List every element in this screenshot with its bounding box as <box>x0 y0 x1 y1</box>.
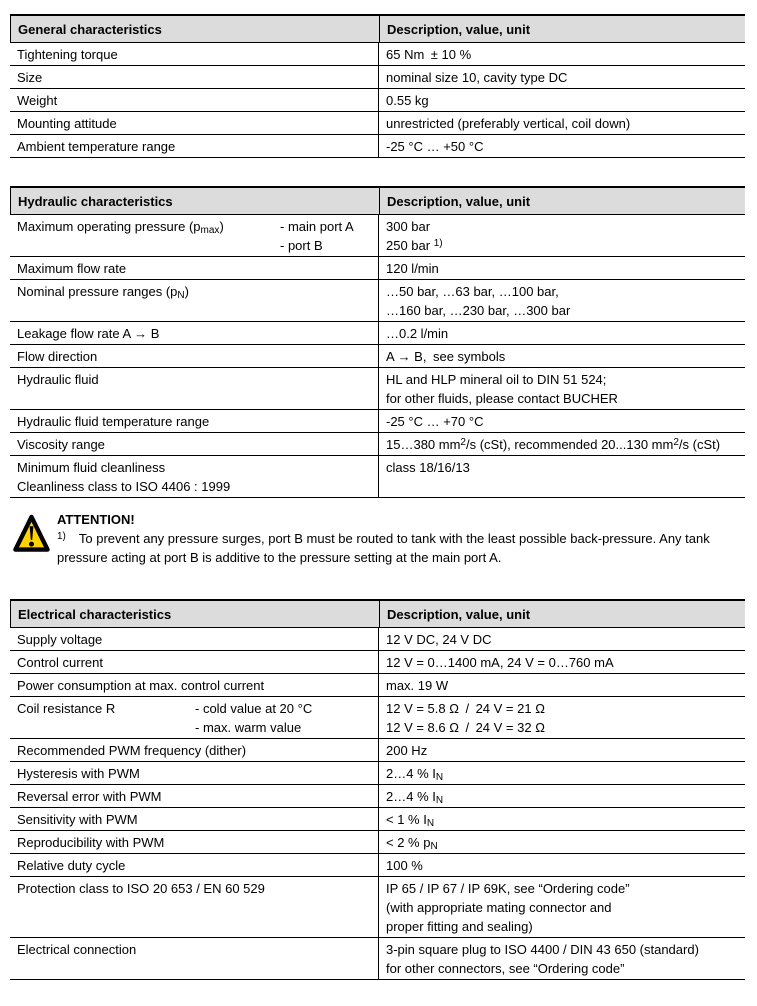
row-value: 12 V = 0…1400 mA, 24 V = 0…760 mA <box>378 651 745 673</box>
table-title: General characteristics <box>18 22 162 37</box>
column-header-description: Description, value, unit <box>379 16 745 42</box>
row-label: Reproducibility with PWM <box>17 835 165 850</box>
row-label: Hysteresis with PWM <box>17 766 140 781</box>
table-row <box>10 831 745 854</box>
table-title: Electrical characteristics <box>18 607 172 622</box>
row-label: Viscosity range <box>17 437 105 452</box>
row-label: Sensitivity with PWM <box>17 812 138 827</box>
table-row <box>10 674 745 697</box>
row-label: Relative duty cycle <box>17 858 126 873</box>
table-row <box>10 739 745 762</box>
row-label: Flow direction <box>17 349 98 364</box>
table-header-row <box>10 188 745 215</box>
table-row <box>10 628 745 651</box>
row-label: Weight <box>17 93 58 108</box>
row-value: 65 Nm ± 10 % <box>378 43 745 65</box>
table-row <box>10 345 745 368</box>
row-value: < 1 % $I_N$ <box>378 808 745 830</box>
table-row <box>10 215 745 257</box>
row-value: -25 °C … +70 °C <box>378 410 745 432</box>
table-title: Hydraulic characteristics <box>18 194 173 209</box>
table-row <box>10 697 745 739</box>
column-header-description: Description, value, unit <box>379 601 745 627</box>
row-value: 2…4 % $I_N$ <box>378 762 745 784</box>
attention-text: $^{1)}$ To prevent any pressure surges, port B must be routed to tank with the least possible back-pressure. Any tank pressure acting at port B is additive to the pressure setting at the main port A. <box>57 531 710 565</box>
table-row <box>10 762 745 785</box>
table-row <box>10 785 745 808</box>
table-row <box>10 368 745 410</box>
row-label: Coil resistance R - cold value at 20 °C - max. warm value <box>17 701 313 735</box>
attention-note <box>10 510 745 572</box>
hydraulic-characteristics-table <box>10 186 745 498</box>
row-value: …50 bar, …63 bar, …100 bar, …160 bar, …230 bar, …300 bar <box>378 280 745 321</box>
row-label: Mounting attitude <box>17 116 117 131</box>
table-row <box>10 257 745 280</box>
table-row <box>10 410 745 433</box>
table-header-row <box>10 601 745 628</box>
row-value: 300 bar 250 bar $^{1)}$ <box>378 215 745 256</box>
row-value: IP 65 / IP 67 / IP 69K, see “Ordering code” (with appropriate mating connector and proper fitting and sealing) <box>378 877 745 937</box>
row-value: nominal size 10, cavity type DC <box>378 66 745 88</box>
general-characteristics-table <box>10 14 745 158</box>
row-value: < 2 % $p_N$ <box>378 831 745 853</box>
table-row <box>10 135 745 158</box>
row-value: max. 19 W <box>378 674 745 696</box>
warning-triangle-icon <box>13 513 50 554</box>
row-label: Maximum operating pressure $(p_{max})$ - main port A - port B <box>17 219 354 253</box>
row-label: Hydraulic fluid <box>17 372 99 387</box>
row-label: Control current <box>17 655 103 670</box>
row-value: class 18/16/13 <box>378 456 745 497</box>
row-label: Hydraulic fluid temperature range <box>17 414 210 429</box>
row-label: Electrical connection <box>17 942 137 957</box>
row-label: Reversal error with PWM <box>17 789 162 804</box>
table-row <box>10 808 745 831</box>
table-row <box>10 938 745 980</box>
row-label: Minimum fluid cleanliness Cleanliness class to ISO 4406 : 1999 <box>17 460 231 494</box>
row-label: Nominal pressure ranges $(p_N)$ <box>17 284 189 301</box>
row-value: 12 V DC, 24 V DC <box>378 628 745 650</box>
table-row <box>10 112 745 135</box>
row-value: 0.55 kg <box>378 89 745 111</box>
row-value: A → B, see symbols <box>378 345 745 367</box>
row-label: Leakage flow rate A → B <box>17 326 160 341</box>
row-value: 120 l/min <box>378 257 745 279</box>
row-value: 2…4 % $I_N$ <box>378 785 745 807</box>
row-value: 12 V = 5.8 Ω / 24 V = 21 Ω 12 V = 8.6 Ω / 24 V = 32 Ω <box>378 697 745 738</box>
row-sublabel: - main port A - port B <box>280 219 354 253</box>
row-value: 100 % <box>378 854 745 876</box>
attention-body <box>57 510 745 567</box>
row-label: Ambient temperature range <box>17 139 176 154</box>
table-row <box>10 89 745 112</box>
row-label: Tightening torque <box>17 47 118 62</box>
table-row <box>10 651 745 674</box>
row-sublabel: - cold value at 20 °C - max. warm value <box>195 701 313 735</box>
attention-title: ATTENTION! <box>57 512 135 527</box>
row-value: -25 °C … +50 °C <box>378 135 745 157</box>
table-row <box>10 66 745 89</box>
table-row <box>10 280 745 322</box>
row-value: 15…380 $mm^2/s$ (cSt), recommended 20...130 $mm^2/s$ (cSt) <box>378 433 745 455</box>
row-label: Recommended PWM frequency (dither) <box>17 743 247 758</box>
table-header-row <box>10 16 745 43</box>
row-label: Supply voltage <box>17 632 103 647</box>
row-value: …0.2 l/min <box>378 322 745 344</box>
row-label: Size <box>17 70 43 85</box>
electrical-characteristics-table <box>10 599 745 980</box>
table-row <box>10 854 745 877</box>
row-value: HL and HLP mineral oil to DIN 51 524; for other fluids, please contact BUCHER <box>378 368 745 409</box>
table-row <box>10 322 745 345</box>
column-header-description: Description, value, unit <box>379 188 745 214</box>
row-value: 200 Hz <box>378 739 745 761</box>
table-row <box>10 433 745 456</box>
table-row <box>10 43 745 66</box>
row-label: Power consumption at max. control current <box>17 678 265 693</box>
row-value: 3-pin square plug to ISO 4400 / DIN 43 650 (standard) for other connectors, see “Ordering code” <box>378 938 745 979</box>
row-label: Protection class to ISO 20 653 / EN 60 529 <box>17 881 265 896</box>
row-value: unrestricted (preferably vertical, coil down) <box>378 112 745 134</box>
table-row <box>10 877 745 938</box>
table-row <box>10 456 745 498</box>
row-label: Maximum flow rate <box>17 261 127 276</box>
